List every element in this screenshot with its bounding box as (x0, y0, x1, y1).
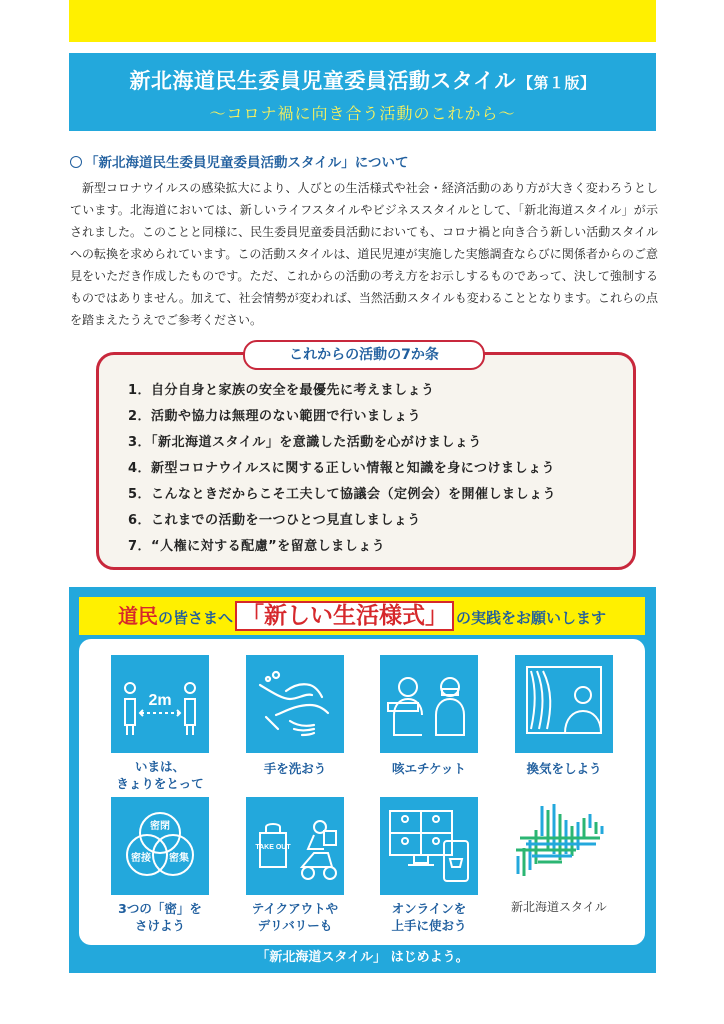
hokkaido-map-logo-icon (512, 800, 614, 890)
about-paragraph: 新型コロナウイルスの感染拡大により、人びとの生活様式や社会・経済活動のあり方が大きく変わろうとしています。北海道においては、新しいライフスタイルやビジネススタイルとして、「新北海道スタイル」が示されました。このことと同様に、民生委員児童委員活動においても、コロナ禍と向き合う新しい活動スタイルへの転換を求められています。この活動スタイルは、道民児連が実施した実態調査ならびに関係者からのご意見をいただき作成したものです。ただ、これからの活動の考え方をお示しするものであって、決して強制するものではありません。加えて、社会情勢が変われば、当然活動スタイルも変わることとなります。これらの点を踏まえたうえでご参考ください。 (70, 181, 658, 327)
banner-doumin: 道民 (117, 604, 158, 628)
handwash-icon (246, 655, 344, 753)
ventilation-icon (515, 655, 613, 753)
caption-three-c (95, 900, 225, 934)
banner-request: の実践をお願いします (456, 609, 607, 627)
distance-tile (111, 655, 209, 753)
footer-slogan: 「新北海道スタイル」 はじめよう。 (256, 950, 469, 965)
takeout-label: TAKE OUT (255, 844, 291, 851)
caption-three-c-text: 3つの「密」を さけよう (118, 901, 202, 933)
circle-bullet-icon (70, 156, 82, 168)
page-subtitle: 〜コロナ禍に向き合う活動のこれから〜 (209, 104, 516, 123)
caption-distance (95, 758, 225, 792)
rules-list (128, 378, 556, 560)
mitsu-crowded-label: 密集 (169, 853, 189, 864)
header-banner (69, 53, 656, 131)
top-yellow-band (69, 0, 656, 42)
online-tile (380, 797, 478, 895)
rule-item: 2．活動や協力は無理のない範囲で行いましょう (128, 409, 422, 424)
caption-ventilation (499, 760, 629, 777)
online-meeting-icon (380, 797, 478, 895)
rule-item: 7．“人権に対する配慮”を留意しましょう (128, 539, 386, 554)
caption-handwash-text: 手を洗おう (263, 761, 327, 776)
rules-title: これからの活動の7か条 (243, 340, 485, 370)
three-c-tile (111, 797, 209, 895)
rule-item: 5．こんなときだからこそ工夫して協議会（定例会）を開催しましょう (128, 487, 557, 502)
cough-tile (380, 655, 478, 753)
caption-ventilation-text: 換気をしよう (526, 761, 602, 776)
shin-hokkaido-style-logo (512, 800, 614, 890)
distance-label: 2m (148, 692, 172, 709)
about-heading-text: 「新北海道民生委員児童委員活動スタイル」について (85, 155, 409, 171)
caption-distance-text: いまは、 きょりをとって (116, 759, 204, 791)
caption-takeout-text: テイクアウトや デリバリーも (251, 901, 339, 933)
rule-item: 6．これまでの活動を一つひとつ見直しましょう (128, 513, 421, 528)
three-c-icon (111, 797, 209, 895)
mitsu-closed-label: 密閉 (150, 821, 170, 832)
caption-cough (364, 760, 494, 777)
caption-online (364, 900, 494, 934)
banner-to-all: の皆さまへ (157, 609, 233, 627)
about-heading (70, 151, 408, 171)
ventilation-tile (515, 655, 613, 753)
social-distance-icon (111, 655, 209, 753)
page-title (69, 65, 656, 95)
caption-cough-text: 咳エチケット (392, 761, 466, 776)
rule-item: 1．自分自身と家族の安全を最優先に考えましょう (128, 383, 435, 398)
logo-text: 新北海道スタイル (511, 900, 607, 914)
mitsu-close-contact-label: 密接 (131, 853, 151, 864)
rule-item: 3．「新北海道スタイル」を意識した活動を心がけましょう (128, 435, 482, 450)
caption-online-text: オンラインを 上手に使おう (391, 901, 467, 933)
takeout-delivery-icon (246, 797, 344, 895)
takeout-tile (246, 797, 344, 895)
cough-etiquette-icon (380, 655, 478, 753)
edition-label: 【第１版】 (518, 74, 596, 92)
title-text: 新北海道民生委員児童委員活動スタイル (129, 69, 517, 93)
caption-takeout (230, 900, 360, 934)
rule-item: 4．新型コロナウイルスに関する正しい情報と知識を身につけましょう (128, 461, 556, 476)
caption-handwash (230, 760, 360, 777)
lifestyle-banner (79, 597, 645, 635)
handwash-tile (246, 655, 344, 753)
banner-new-lifestyle: 「新しい生活様式」 (235, 601, 454, 631)
